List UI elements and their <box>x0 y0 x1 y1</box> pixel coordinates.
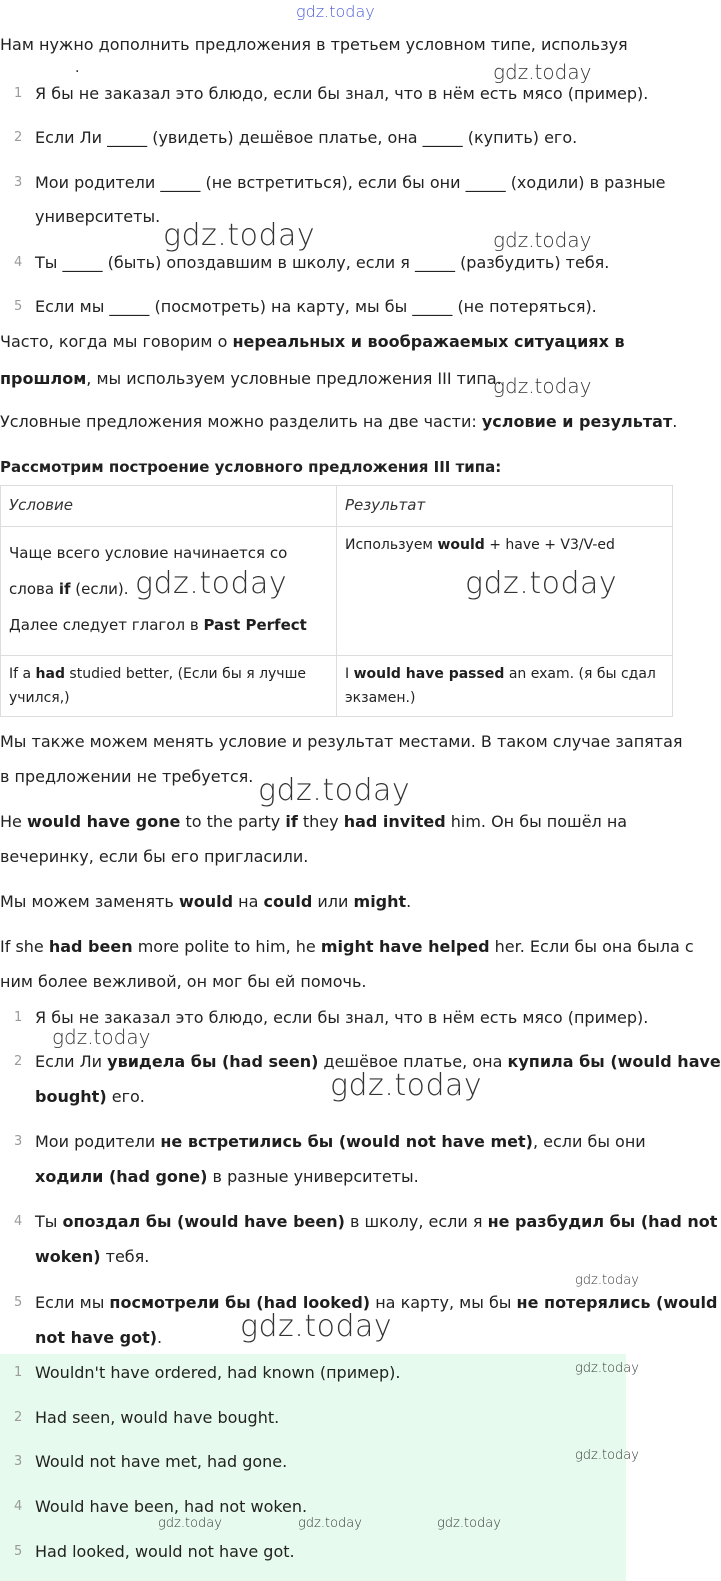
modal-paragraph: Мы можем заменять would на could или might. <box>0 892 412 911</box>
intro-text: Нам нужно дополнить предложения в третьем условном типе, используя <box>0 35 628 54</box>
translated-item-cont: bought) его. <box>35 1087 145 1106</box>
theory-paragraph-1-cont: прошлом, мы используем условные предложения III типа. <box>0 369 502 388</box>
translated-number: 2 <box>14 1054 23 1069</box>
watermark: gdz.today <box>575 1448 639 1463</box>
watermark: gdz.today <box>437 1516 501 1531</box>
translated-number: 4 <box>14 1214 23 1229</box>
translated-number: 5 <box>14 1295 23 1310</box>
translated-number: 1 <box>14 1010 23 1025</box>
watermark: gdz.today <box>163 218 316 253</box>
exercise-number: 5 <box>14 299 23 314</box>
exercise-number: 4 <box>14 255 23 270</box>
exercise-item: Ты _____ (быть) опоздавшим в школу, если я _____ (разбудить) тебя. <box>35 253 610 272</box>
answer-number: 2 <box>14 1410 23 1425</box>
watermark: gdz.today <box>135 566 288 601</box>
exercise-number: 2 <box>14 130 23 145</box>
exercise-item: Мои родители _____ (не встретиться), если бы они _____ (ходили) в разные <box>35 173 666 192</box>
translated-item: Если мы посмотрели бы (had looked) на карту, мы бы не потерялись (would <box>35 1293 718 1312</box>
theory-paragraph-2: Условные предложения можно разделить на две части: условие и результат. <box>0 412 678 431</box>
answer-item: Had seen, would have bought. <box>35 1408 280 1427</box>
swap-paragraph-cont: в предложении не требуется. <box>0 767 254 786</box>
top-watermark: gdz.today <box>296 2 375 21</box>
answer-number: 5 <box>14 1544 23 1559</box>
translated-item: Ты опоздал бы (would have been) в школу, если я не разбудил бы (had not <box>35 1212 718 1231</box>
theory-paragraph-1: Часто, когда мы говорим о нереальных и воображаемых ситуациях в <box>0 332 625 351</box>
watermark: gdz.today <box>158 1516 222 1531</box>
translated-item: Если Ли увидела бы (had seen) дешёвое платье, она купила бы (would have <box>35 1052 721 1071</box>
translated-item: Я бы не заказал это блюдо, если бы знал, что в нём есть мясо (пример). <box>35 1008 649 1027</box>
swap-paragraph: Мы также можем менять условие и результат местами. В таком случае запятая <box>0 732 683 751</box>
watermark: gdz.today <box>493 60 592 84</box>
answer-number: 1 <box>14 1365 23 1380</box>
translated-number: 3 <box>14 1134 23 1149</box>
watermark: gdz.today <box>52 1025 151 1049</box>
translated-item-cont: not have got). <box>35 1328 163 1347</box>
theory-heading: Рассмотрим построение условного предложения III типа: <box>0 458 502 476</box>
watermark: gdz.today <box>575 1273 639 1288</box>
table-cell-condition-example: If a had studied better, (Если бы я лучше учился,) <box>1 656 337 717</box>
translated-item: Мои родители не встретились бы (would not have met), если бы они <box>35 1132 646 1151</box>
example-sentence-2-cont: ним более вежливой, он мог бы ей помочь. <box>0 972 367 991</box>
watermark: gdz.today <box>493 228 592 252</box>
watermark: gdz.today <box>298 1516 362 1531</box>
exercise-item: Если Ли _____ (увидеть) дешёвое платье, она _____ (купить) его. <box>35 128 578 147</box>
table-cell-result: Используем would + have + V3/V-ed <box>337 527 673 656</box>
exercise-item-cont: университеты. <box>35 207 161 226</box>
watermark: gdz.today <box>575 1361 639 1376</box>
answer-number: 4 <box>14 1499 23 1514</box>
table-header-condition: Условие <box>1 486 337 527</box>
watermark: gdz.today <box>240 1309 393 1344</box>
table-header-row <box>1 486 673 527</box>
exercise-number: 3 <box>14 175 23 190</box>
watermark: gdz.today <box>258 773 411 808</box>
exercise-item: Я бы не заказал это блюдо, если бы знал, что в нём есть мясо (пример). <box>35 84 649 103</box>
example-sentence-1: He would have gone to the party if they had invited him. Он бы пошёл на <box>0 812 628 831</box>
answer-item: Wouldn't have ordered, had known (пример). <box>35 1363 401 1382</box>
watermark: gdz.today <box>330 1068 483 1103</box>
answer-number: 3 <box>14 1454 23 1469</box>
example-sentence-1-cont: вечеринку, если бы его пригласили. <box>0 847 309 866</box>
translated-item-cont: woken) тебя. <box>35 1247 150 1266</box>
table-header-result: Результат <box>337 486 673 527</box>
answer-item: Would have been, had not woken. <box>35 1497 308 1516</box>
translated-item-cont: ходили (had gone) в разные университеты. <box>35 1167 419 1186</box>
exercise-item: Если мы _____ (посмотреть) на карту, мы бы _____ (не потеряться). <box>35 297 597 316</box>
table-row <box>1 656 673 717</box>
answer-item: Would not have met, had gone. <box>35 1452 288 1471</box>
example-sentence-2: If she had been more polite to him, he might have helped her. Если бы она была с <box>0 937 694 956</box>
answer-item: Had looked, would not have got. <box>35 1542 295 1561</box>
grammar-table <box>0 485 673 717</box>
watermark: gdz.today <box>465 566 618 601</box>
dot-mark: . <box>75 60 80 76</box>
exercise-number: 1 <box>14 86 23 101</box>
table-cell-result-example: I would have passed an exam. (я бы сдал экзамен.) <box>337 656 673 717</box>
table-cell-condition: Чаще всего условие начинается со слова if (если). Далее следует глагол в Past Perfect <box>1 527 337 656</box>
watermark: gdz.today <box>493 374 592 398</box>
